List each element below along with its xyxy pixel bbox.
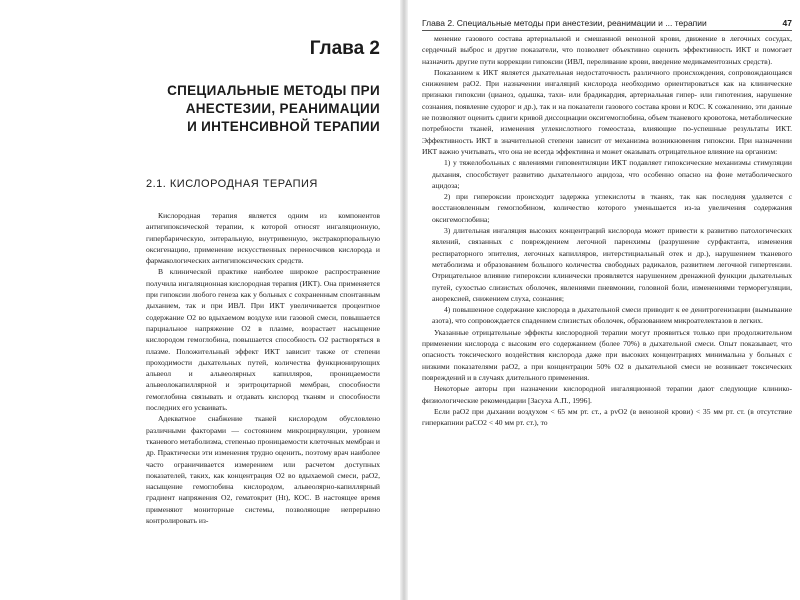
running-header-title: Глава 2. Специальные методы при анестезии, реанимации и ... терапии — [422, 18, 707, 28]
list-item: 3) длительная ингаляция высоких концентраций кислорода может привести к развитию патологических явлений, связанных с повреждением легочной паренхимы (разрушение сурфактанта, изменения респираторного эпителия, легочных капилляров, интерстициальный отек и др.), нарушением тканевого метаболизма и образованием большого количества свободных радикалов, развитием легочной гипертензии. Отрицательное влияние гипероксии клинически проявляется нарушением дренажной функции дыхательных путей, сухостью слизистых оболочек, явлениями пневмонии, головной боли, изменениями терморегуляции, анорексией, снижением слуха, сознания; — [432, 226, 792, 303]
page-number: 47 — [782, 18, 792, 28]
paragraph: Адекватное снабжение тканей кислородом обусловлено различными факторами — состоянием микроциркуляции, уровнем тканевого метаболизма, степенью проницаемости клеточных мембран и др. Практически эти изменения трудно оценить, поэтому врач наиболее часто ограничивается измерением или расчетом доступных показателей, таких, как концентрация O2 во вдыхаемой смеси, paO2, насыщение гемоглобина кислородом, альвеолярно-капиллярный градиент напряжения O2, гематокрит (Ht), КОС. В настоящее время применяют мониторные системы, позволяющие непрерывно контролировать из- — [146, 414, 380, 526]
chapter-title-line: СПЕЦИАЛЬНЫЕ МЕТОДЫ ПРИ — [167, 83, 380, 98]
list-item: 4) повышенное содержание кислорода в дыхательной смеси приводит к ее денитрогенизации (вымывание азота), что сопровождается спадением слизистых оболочек, образованием микроателектазов в легких. — [432, 305, 792, 326]
body-text — [146, 210, 380, 526]
list-item: 2) при гипероксии происходит задержка углекислоты в тканях, так как последняя удаляется с восстановленным гемоглобином, количество которого уменьшается из-за увеличения содержания оксигемоглобина; — [432, 192, 792, 224]
body-text — [422, 33, 792, 428]
chapter-title — [146, 82, 380, 136]
section-heading: 2.1. КИСЛОРОДНАЯ ТЕРАПИЯ — [146, 178, 318, 190]
book-gutter — [400, 0, 408, 600]
paragraph: менение газового состава артериальной и смешанной венозной крови, движение в легочных сосудах, сердечный выброс и другие показатели, что позволяет объективно оценить эффективность ИКТ и помогает назначить другие пути коррекции гипоксии (ИВЛ, переливание крови, введение медикаментозных средств). — [422, 34, 792, 66]
paragraph: Указанные отрицательные эффекты кислородной терапии могут проявиться только при продолжительном применении кислорода с высоким его содержанием (более 70%) в дыхательной смеси. Опыт показывает, что опасность токсического воздействия кислорода даже при высоких концентрациях минимальна у больных с низкими показателями paO2, а при концентрации 50% O2 в дыхательной смеси не возникает токсических повреждений и в случаях длительного применения. — [422, 327, 792, 382]
chapter-number: Глава 2 — [309, 38, 380, 59]
paragraph: Некоторые авторы при назначении кислородной ингаляционной терапии дают следующие клинико-физиологические рекомендации [Засуха А.П., 1996]. — [422, 384, 792, 405]
list-item: 1) у тяжелобольных с явлениями гиповентиляции ИКТ подавляет гипоксические механизмы стимуляции дыхания, способствует развитию дыхательного ацидоза, что особенно опасно на фоне метаболического ацидоза; — [432, 158, 792, 190]
chapter-title-line: И ИНТЕНСИВНОЙ ТЕРАПИИ — [187, 119, 380, 134]
chapter-title-line: АНЕСТЕЗИИ, РЕАНИМАЦИИ — [185, 101, 380, 116]
running-header — [422, 18, 792, 31]
paragraph: Показанием к ИКТ является дыхательная недостаточность различного происхождения, сопровождающаяся снижением paO2. При назначении ингаляций кислорода необходимо ориентироваться как на клинические признаки гипоксии (цианоз, одышка, тахи- или брадикардия, артериальная гипер- или гипотензия, нарушение сознания, появление судорог и др.), так и на показатели газового состава крови и КОС. К сожалению, эти данные не позволяют оценить сдвиги кривой диссоциации оксигемоглобина, объем тканевого кровотока, метаболические потребности тканей, изменения углекислотного гомеостаза, влияющие по-успешные результаты ИКТ. Эффективность ИКТ в значительной степени зависит от механизма возникновения гипоксии. При назначении ИКТ важно учитывать, что она не всегда эффективна и может оказывать отрицательное влияние на организм: — [422, 67, 792, 156]
paragraph: Если paO2 при дыхании воздухом < 65 мм рт. ст., а pvO2 (в венозной крови) < 35 мм рт. ст. (в отсутствие гиперкапнии paCO2 < 40 мм рт. ст.), то — [422, 406, 792, 428]
paragraph: Кислородная терапия является одним из компонентов антигипоксической терапии, к которой относят ингаляционную, гипербарическую, энтеральную, внутривенную, экстракорпоральную оксигенацию, применение искусственных переносчиков кислорода и фармакологических антигипоксических средств. — [146, 211, 380, 266]
right-page — [408, 0, 800, 600]
paragraph: В клинической практике наиболее широкое распространение получила ингаляционная кислородная терапия (ИКТ). Она применяется при гипоксии любого генеза как у больных с сохраненным спонтанным дыханием, так и при ИВЛ. При ИКТ увеличивается процентное содержание O2 во вдыхаемом воздухе или газовой смеси, повышается парциальное напряжение O2 в плазме, возрастает насыщение кислородом гемоглобина, повышается способность O2 растворяться в плазме. Положительный эффект ИКТ зависит также от степени проходимости дыхательных путей, количества функционирующих альвеол и альвеолярных капилляров, проницаемости альвеолокапиллярной и эритроцитарной мембран, способности гемоглобина связывать и отдавать кислород тканям и способности последних его усваивать. — [146, 267, 380, 413]
